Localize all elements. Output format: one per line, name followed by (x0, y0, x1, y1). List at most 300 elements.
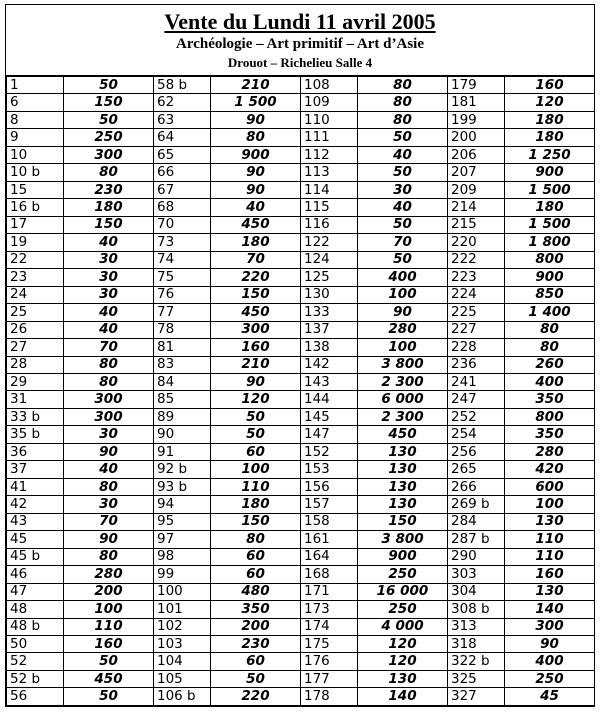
lot-number: 70 (154, 216, 211, 233)
lot-number: 73 (154, 234, 211, 251)
lot-number: 52 (7, 653, 64, 670)
hammer-price: 130 (358, 670, 448, 687)
lot-number: 199 (448, 111, 505, 128)
lot-number: 19 (7, 234, 64, 251)
lot-number: 10 b (7, 164, 64, 181)
table-row (7, 146, 595, 163)
lot-number: 81 (154, 339, 211, 356)
lot-number: 95 (154, 513, 211, 530)
lot-number: 308 b (448, 601, 505, 618)
hammer-price: 120 (358, 636, 448, 653)
table-row (7, 304, 595, 321)
hammer-price: 180 (505, 199, 595, 216)
hammer-price: 1 500 (211, 94, 301, 111)
table-row (7, 461, 595, 478)
table-row (7, 373, 595, 390)
table-row (7, 670, 595, 687)
lot-number: 1 (7, 77, 64, 94)
hammer-price: 2 300 (358, 373, 448, 390)
lot-number: 214 (448, 199, 505, 216)
hammer-price: 60 (211, 653, 301, 670)
lot-number: 89 (154, 408, 211, 425)
table-row (7, 618, 595, 635)
hammer-price: 80 (505, 321, 595, 338)
table-row (7, 269, 595, 286)
lot-number: 102 (154, 618, 211, 635)
hammer-price: 90 (211, 181, 301, 198)
hammer-price: 70 (211, 251, 301, 268)
hammer-price: 100 (64, 601, 154, 618)
hammer-price: 80 (211, 531, 301, 548)
lot-number: 108 (301, 77, 358, 94)
hammer-price: 250 (358, 601, 448, 618)
hammer-price: 40 (358, 199, 448, 216)
hammer-price: 80 (358, 94, 448, 111)
lot-number: 161 (301, 531, 358, 548)
lot-number: 15 (7, 181, 64, 198)
hammer-price: 100 (358, 286, 448, 303)
lot-number: 43 (7, 513, 64, 530)
lot-number: 101 (154, 601, 211, 618)
hammer-price: 210 (211, 77, 301, 94)
lot-number: 67 (154, 181, 211, 198)
hammer-price: 50 (358, 251, 448, 268)
lot-number: 224 (448, 286, 505, 303)
lot-number: 9 (7, 129, 64, 146)
hammer-price: 2 300 (358, 408, 448, 425)
hammer-price: 50 (211, 670, 301, 687)
table-row (7, 513, 595, 530)
lot-number: 22 (7, 251, 64, 268)
lot-number: 303 (448, 566, 505, 583)
hammer-price: 450 (64, 670, 154, 687)
hammer-price: 120 (358, 653, 448, 670)
lot-number: 222 (448, 251, 505, 268)
lot-number: 215 (448, 216, 505, 233)
hammer-price: 160 (64, 636, 154, 653)
hammer-price: 100 (211, 461, 301, 478)
lot-number: 65 (154, 146, 211, 163)
lot-number: 153 (301, 461, 358, 478)
lot-number: 124 (301, 251, 358, 268)
lot-number: 157 (301, 496, 358, 513)
table-row (7, 234, 595, 251)
lot-number: 122 (301, 234, 358, 251)
table-row (7, 356, 595, 373)
hammer-price: 50 (64, 688, 154, 705)
lot-number: 83 (154, 356, 211, 373)
lot-number: 35 b (7, 426, 64, 443)
lot-number: 48 (7, 601, 64, 618)
lot-number: 94 (154, 496, 211, 513)
lot-number: 158 (301, 513, 358, 530)
hammer-price: 150 (64, 94, 154, 111)
lot-number: 284 (448, 513, 505, 530)
lot-number: 66 (154, 164, 211, 181)
hammer-price: 50 (211, 426, 301, 443)
hammer-price: 100 (505, 496, 595, 513)
lot-number: 29 (7, 373, 64, 390)
table-row (7, 339, 595, 356)
lot-number: 16 b (7, 199, 64, 216)
lot-number: 97 (154, 531, 211, 548)
hammer-price: 140 (505, 601, 595, 618)
hammer-price: 50 (358, 164, 448, 181)
lot-number: 106 b (154, 688, 211, 705)
lot-number: 209 (448, 181, 505, 198)
hammer-price: 90 (211, 111, 301, 128)
hammer-price: 450 (211, 304, 301, 321)
hammer-price: 40 (64, 321, 154, 338)
table-row (7, 94, 595, 111)
lot-number: 52 b (7, 670, 64, 687)
hammer-price: 180 (211, 496, 301, 513)
lot-number: 111 (301, 129, 358, 146)
hammer-price: 80 (64, 373, 154, 390)
hammer-price: 30 (64, 251, 154, 268)
hammer-price: 100 (358, 339, 448, 356)
hammer-price: 250 (64, 129, 154, 146)
hammer-price: 180 (505, 129, 595, 146)
hammer-price: 280 (358, 321, 448, 338)
lot-number: 290 (448, 548, 505, 565)
hammer-price: 250 (358, 566, 448, 583)
lot-number: 109 (301, 94, 358, 111)
results-table (6, 76, 595, 706)
lot-number: 45 (7, 531, 64, 548)
hammer-price: 90 (211, 164, 301, 181)
hammer-price: 40 (211, 199, 301, 216)
hammer-price: 16 000 (358, 583, 448, 600)
hammer-price: 70 (64, 339, 154, 356)
hammer-price: 180 (505, 111, 595, 128)
hammer-price: 180 (64, 199, 154, 216)
hammer-price: 900 (505, 269, 595, 286)
sale-title: Vente du Lundi 11 avril 2005 (164, 9, 436, 34)
hammer-price: 1 500 (505, 181, 595, 198)
hammer-price: 850 (505, 286, 595, 303)
hammer-price: 3 800 (358, 531, 448, 548)
lot-number: 173 (301, 601, 358, 618)
lot-number: 168 (301, 566, 358, 583)
hammer-price: 300 (505, 618, 595, 635)
lot-number: 23 (7, 269, 64, 286)
lot-number: 75 (154, 269, 211, 286)
lot-number: 74 (154, 251, 211, 268)
lot-number: 113 (301, 164, 358, 181)
lot-number: 37 (7, 461, 64, 478)
table-row (7, 286, 595, 303)
lot-number: 174 (301, 618, 358, 635)
hammer-price: 110 (505, 531, 595, 548)
hammer-price: 160 (505, 566, 595, 583)
hammer-price: 350 (211, 601, 301, 618)
hammer-price: 300 (64, 146, 154, 163)
lot-number: 103 (154, 636, 211, 653)
lot-number: 177 (301, 670, 358, 687)
hammer-price: 400 (505, 653, 595, 670)
lot-number: 105 (154, 670, 211, 687)
hammer-price: 70 (64, 513, 154, 530)
lot-number: 318 (448, 636, 505, 653)
lot-number: 41 (7, 478, 64, 495)
lot-number: 171 (301, 583, 358, 600)
lot-number: 322 b (448, 653, 505, 670)
table-row (7, 636, 595, 653)
hammer-price: 480 (211, 583, 301, 600)
table-row (7, 688, 595, 705)
table-row (7, 583, 595, 600)
lot-number: 104 (154, 653, 211, 670)
lot-number: 90 (154, 426, 211, 443)
hammer-price: 210 (211, 356, 301, 373)
lot-number: 76 (154, 286, 211, 303)
hammer-price: 300 (64, 391, 154, 408)
hammer-price: 90 (358, 304, 448, 321)
hammer-price: 110 (211, 478, 301, 495)
lot-number: 91 (154, 443, 211, 460)
lot-number: 144 (301, 391, 358, 408)
lot-number: 46 (7, 566, 64, 583)
table-row (7, 181, 595, 198)
hammer-price: 40 (64, 234, 154, 251)
table-row (7, 321, 595, 338)
lot-number: 114 (301, 181, 358, 198)
hammer-price: 450 (358, 426, 448, 443)
hammer-price: 150 (358, 513, 448, 530)
lot-number: 68 (154, 199, 211, 216)
lot-number: 78 (154, 321, 211, 338)
lot-number: 223 (448, 269, 505, 286)
hammer-price: 50 (64, 77, 154, 94)
hammer-price: 80 (358, 111, 448, 128)
hammer-price: 230 (64, 181, 154, 198)
lot-number: 265 (448, 461, 505, 478)
results-body (7, 77, 595, 706)
hammer-price: 130 (358, 478, 448, 495)
lot-number: 31 (7, 391, 64, 408)
lot-number: 24 (7, 286, 64, 303)
hammer-price: 40 (64, 304, 154, 321)
hammer-price: 40 (64, 461, 154, 478)
hammer-price: 300 (211, 321, 301, 338)
hammer-price: 230 (211, 636, 301, 653)
hammer-price: 80 (64, 164, 154, 181)
lot-number: 56 (7, 688, 64, 705)
hammer-price: 160 (211, 339, 301, 356)
hammer-price: 350 (505, 391, 595, 408)
lot-number: 254 (448, 426, 505, 443)
hammer-price: 1 500 (505, 216, 595, 233)
lot-number: 93 b (154, 478, 211, 495)
hammer-price: 90 (505, 636, 595, 653)
lot-number: 130 (301, 286, 358, 303)
hammer-price: 130 (358, 496, 448, 513)
hammer-price: 110 (64, 618, 154, 635)
hammer-price: 50 (64, 653, 154, 670)
hammer-price: 1 400 (505, 304, 595, 321)
hammer-price: 400 (358, 269, 448, 286)
hammer-price: 300 (64, 408, 154, 425)
lot-number: 62 (154, 94, 211, 111)
table-row (7, 164, 595, 181)
hammer-price: 80 (505, 339, 595, 356)
lot-number: 142 (301, 356, 358, 373)
hammer-price: 800 (505, 408, 595, 425)
lot-number: 152 (301, 443, 358, 460)
lot-number: 206 (448, 146, 505, 163)
table-row (7, 601, 595, 618)
hammer-price: 150 (211, 286, 301, 303)
hammer-price: 60 (211, 548, 301, 565)
lot-number: 50 (7, 636, 64, 653)
lot-number: 228 (448, 339, 505, 356)
lot-number: 266 (448, 478, 505, 495)
hammer-price: 1 800 (505, 234, 595, 251)
hammer-price: 280 (505, 443, 595, 460)
lot-number: 98 (154, 548, 211, 565)
table-row (7, 496, 595, 513)
table-row (7, 391, 595, 408)
hammer-price: 70 (358, 234, 448, 251)
lot-number: 17 (7, 216, 64, 233)
hammer-price: 200 (211, 618, 301, 635)
hammer-price: 80 (64, 548, 154, 565)
hammer-price: 50 (358, 129, 448, 146)
hammer-price: 30 (64, 426, 154, 443)
hammer-price: 180 (211, 234, 301, 251)
lot-number: 36 (7, 443, 64, 460)
lot-number: 200 (448, 129, 505, 146)
lot-number: 207 (448, 164, 505, 181)
hammer-price: 130 (358, 461, 448, 478)
lot-number: 85 (154, 391, 211, 408)
hammer-price: 150 (64, 216, 154, 233)
lot-number: 77 (154, 304, 211, 321)
hammer-price: 450 (211, 216, 301, 233)
lot-number: 45 b (7, 548, 64, 565)
table-row (7, 251, 595, 268)
hammer-price: 40 (358, 146, 448, 163)
lot-number: 42 (7, 496, 64, 513)
table-row (7, 531, 595, 548)
sale-subtitle: Archéologie – Art primitif – Art d’Asie (175, 36, 424, 52)
hammer-price: 130 (358, 443, 448, 460)
lot-number: 64 (154, 129, 211, 146)
lot-number: 48 b (7, 618, 64, 635)
table-row (7, 199, 595, 216)
table-row (7, 548, 595, 565)
lot-number: 112 (301, 146, 358, 163)
hammer-price: 80 (64, 356, 154, 373)
lot-number: 179 (448, 77, 505, 94)
lot-number: 313 (448, 618, 505, 635)
lot-number: 227 (448, 321, 505, 338)
hammer-price: 60 (211, 566, 301, 583)
table-row (7, 408, 595, 425)
lot-number: 252 (448, 408, 505, 425)
table-row (7, 566, 595, 583)
table-row (7, 129, 595, 146)
hammer-price: 1 250 (505, 146, 595, 163)
hammer-price: 260 (505, 356, 595, 373)
lot-number: 33 b (7, 408, 64, 425)
lot-number: 110 (301, 111, 358, 128)
hammer-price: 30 (358, 181, 448, 198)
lot-number: 133 (301, 304, 358, 321)
hammer-price: 600 (505, 478, 595, 495)
hammer-price: 80 (64, 478, 154, 495)
lot-number: 92 b (154, 461, 211, 478)
hammer-price: 160 (505, 77, 595, 94)
lot-number: 147 (301, 426, 358, 443)
hammer-price: 90 (211, 373, 301, 390)
results-sheet (5, 4, 595, 707)
lot-number: 145 (301, 408, 358, 425)
lot-number: 125 (301, 269, 358, 286)
lot-number: 26 (7, 321, 64, 338)
hammer-price: 400 (505, 373, 595, 390)
lot-number: 58 b (154, 77, 211, 94)
hammer-price: 60 (211, 443, 301, 460)
hammer-price: 150 (211, 513, 301, 530)
lot-number: 241 (448, 373, 505, 390)
lot-number: 156 (301, 478, 358, 495)
hammer-price: 900 (505, 164, 595, 181)
hammer-price: 4 000 (358, 618, 448, 635)
hammer-price: 110 (505, 548, 595, 565)
lot-number: 178 (301, 688, 358, 705)
lot-number: 304 (448, 583, 505, 600)
lot-number: 327 (448, 688, 505, 705)
hammer-price: 130 (505, 583, 595, 600)
table-row (7, 426, 595, 443)
hammer-price: 30 (64, 496, 154, 513)
lot-number: 176 (301, 653, 358, 670)
hammer-price: 45 (505, 688, 595, 705)
lot-number: 325 (448, 670, 505, 687)
lot-number: 247 (448, 391, 505, 408)
lot-number: 10 (7, 146, 64, 163)
lot-number: 225 (448, 304, 505, 321)
lot-number: 100 (154, 583, 211, 600)
hammer-price: 6 000 (358, 391, 448, 408)
lot-number: 181 (448, 94, 505, 111)
lot-number: 27 (7, 339, 64, 356)
table-row (7, 111, 595, 128)
lot-number: 138 (301, 339, 358, 356)
hammer-price: 350 (505, 426, 595, 443)
lot-number: 6 (7, 94, 64, 111)
lot-number: 115 (301, 199, 358, 216)
table-row (7, 478, 595, 495)
hammer-price: 30 (64, 269, 154, 286)
lot-number: 99 (154, 566, 211, 583)
lot-number: 164 (301, 548, 358, 565)
hammer-price: 50 (64, 111, 154, 128)
sale-header (6, 5, 594, 76)
hammer-price: 80 (358, 77, 448, 94)
table-row (7, 216, 595, 233)
hammer-price: 30 (64, 286, 154, 303)
lot-number: 175 (301, 636, 358, 653)
hammer-price: 3 800 (358, 356, 448, 373)
hammer-price: 900 (211, 146, 301, 163)
hammer-price: 90 (64, 531, 154, 548)
lot-number: 8 (7, 111, 64, 128)
sale-venue: Drouot – Richelieu Salle 4 (227, 55, 373, 70)
lot-number: 143 (301, 373, 358, 390)
